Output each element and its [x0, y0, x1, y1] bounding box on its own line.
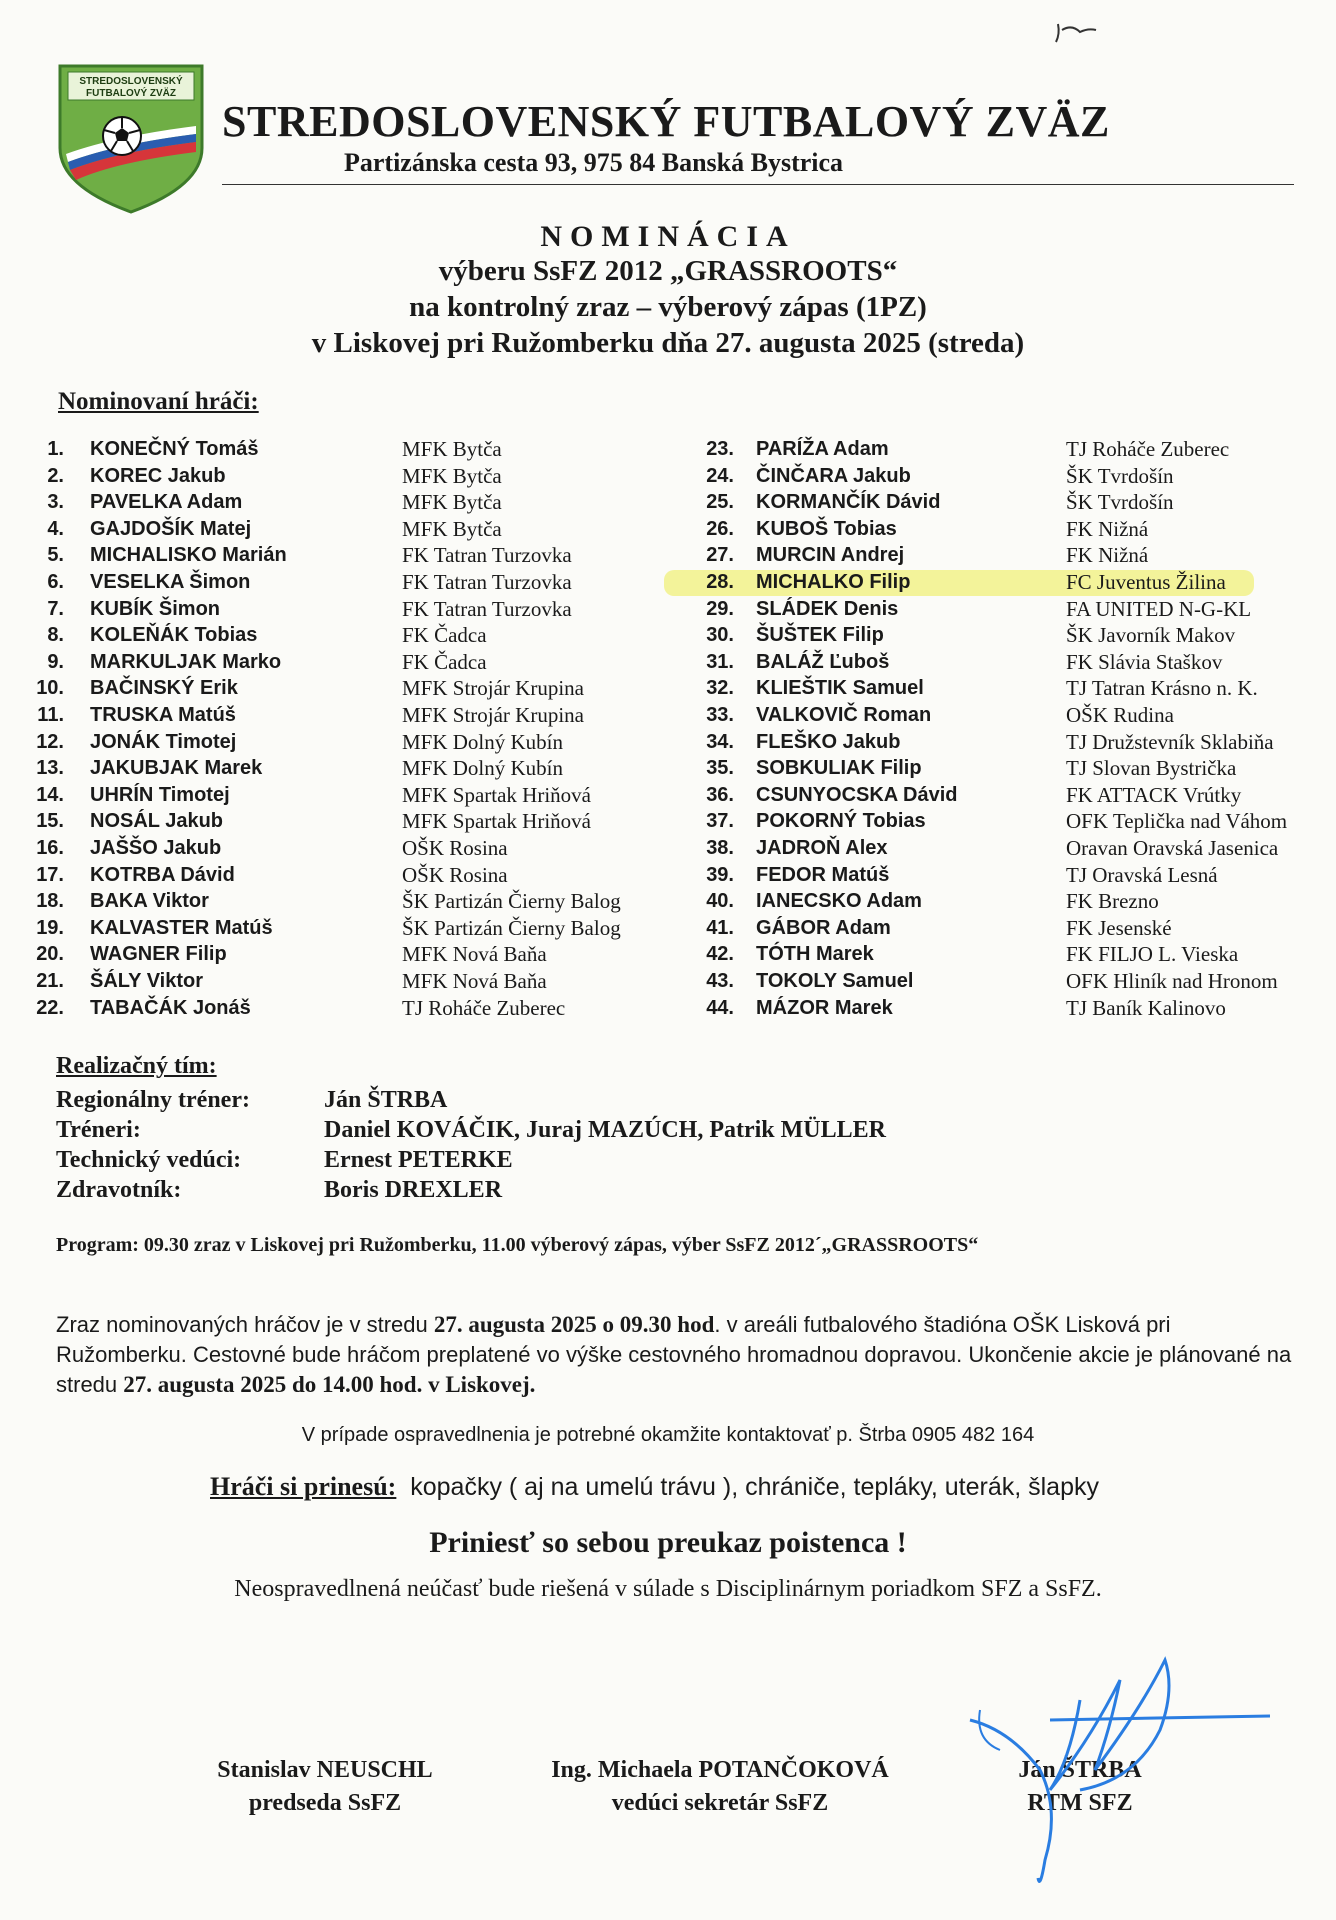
- player-row: [0, 941, 1336, 967]
- player-number: 15.: [36, 810, 64, 833]
- team-role: Tréneri:: [56, 1117, 141, 1143]
- player-club: OFK Teplička nad Váhom: [1066, 809, 1288, 834]
- player-number: 43.: [706, 970, 734, 992]
- gathering-text-2: . v areáli futbalového štadióna OŠK Lisková pri Ružomberku. Cestovné bude hráčom preplatené vo výške cestovného hromadnou dopravou. Ukončenie akcie je plánované na stredu: [56, 1312, 1292, 1397]
- player-number: 16.: [36, 837, 64, 859]
- player-name: BALÁŽ Ľuboš: [756, 650, 890, 673]
- player-name: KOLEŇÁK Tobias: [90, 624, 258, 647]
- player-number: 21.: [36, 970, 64, 992]
- player-club: FK Jesenské: [1066, 915, 1172, 940]
- player-club: TJ Oravská Lesná: [1066, 862, 1218, 887]
- player-name: JONÁK Timotej: [90, 730, 237, 753]
- player-name: KOTRBA Dávid: [90, 863, 235, 886]
- player-row: [0, 675, 1336, 701]
- player-club: TJ Tatran Krásno n. K.: [1066, 676, 1258, 701]
- player-club: MFK Dolný Kubín: [402, 729, 564, 754]
- player-row: [0, 782, 1336, 808]
- title-line-2: na kontrolný zraz – výberový zápas (1PZ): [409, 291, 927, 323]
- player-club: MFK Strojár Krupina: [402, 703, 584, 727]
- player-number: 23.: [706, 438, 734, 460]
- bring-list: kopačky ( aj na umelú trávu ), chrániče, tepláky, uterák, šlapky: [410, 1473, 1099, 1501]
- handwritten-signature: [920, 1620, 1280, 1900]
- player-number: 2.: [47, 464, 64, 487]
- player-name: MARKULJAK Marko: [90, 650, 282, 673]
- player-name: FLEŠKO Jakub: [756, 730, 901, 753]
- player-club: MFK Bytča: [402, 490, 502, 515]
- player-number: 38.: [706, 837, 734, 859]
- document-title: NOMINÁCIA: [540, 220, 796, 253]
- player-club: FK FILJO L. Vieska: [1066, 942, 1239, 967]
- player-number: 25.: [706, 491, 734, 514]
- org-name: STREDOSLOVENSKÝ FUTBALOVÝ ZVÄZ: [222, 97, 1110, 146]
- gathering-text-1: Zraz nominovaných hráčov je v stredu: [56, 1312, 434, 1337]
- player-club: FK Čadca: [402, 623, 487, 648]
- player-name: TÓTH Marek: [756, 943, 874, 966]
- player-club: FK Tatran Turzovka: [402, 596, 572, 621]
- player-row: [0, 702, 1336, 728]
- player-number: 8.: [47, 624, 64, 647]
- player-number: 20.: [36, 943, 64, 966]
- player-row: [0, 915, 1336, 941]
- player-name: FEDOR Matúš: [756, 863, 890, 886]
- player-row: [0, 489, 1336, 515]
- player-number: 40.: [706, 890, 734, 913]
- player-name: ŠUŠTEK Filip: [756, 624, 884, 647]
- player-club: FK ATTACK Vrútky: [1066, 782, 1242, 807]
- team-heading: Realizačný tím:: [56, 1053, 217, 1079]
- ssfz-logo: [56, 62, 206, 214]
- team-member-names: Ernest PETERKE: [324, 1147, 513, 1173]
- player-name: KALVASTER Matúš: [90, 916, 273, 939]
- player-row: [0, 888, 1336, 914]
- player-number: 6.: [47, 571, 64, 593]
- player-name: JAŠŠO Jakub: [90, 837, 222, 859]
- player-number: 10.: [36, 677, 64, 700]
- team-member-names: Daniel KOVÁČIK, Juraj MAZÚCH, Patrik MÜLLER: [324, 1117, 886, 1143]
- player-club: FK Čadca: [402, 649, 487, 674]
- player-name: MICHALKO Filip: [756, 571, 911, 593]
- player-club: ŠK Javorník Makov: [1066, 623, 1236, 648]
- player-club: MFK Bytča: [402, 516, 502, 541]
- player-number: 11.: [37, 704, 64, 726]
- player-name: IANECSKO Adam: [756, 890, 922, 913]
- player-row: [0, 596, 1336, 622]
- logo-text-bottom: FUTBALOVÝ ZVÄZ: [86, 88, 176, 99]
- handwritten-initials: [1050, 18, 1110, 48]
- player-number: 22.: [36, 996, 64, 1019]
- player-club: OŠK Rudina: [1066, 703, 1174, 727]
- player-number: 4.: [47, 517, 64, 540]
- player-club: FK Nižná: [1066, 543, 1149, 568]
- player-number: 19.: [36, 916, 64, 939]
- player-name: SLÁDEK Denis: [756, 597, 899, 620]
- gathering-date-2: 27. augusta 2025 do 14.00 hod. v Liskovej.: [123, 1372, 536, 1397]
- player-row: [0, 516, 1336, 542]
- player-number: 32.: [706, 677, 734, 700]
- player-name: WAGNER Filip: [90, 943, 227, 966]
- player-name: KUBOŠ Tobias: [756, 517, 897, 540]
- player-row: [0, 808, 1336, 834]
- player-row: [0, 542, 1336, 568]
- player-number: 26.: [706, 517, 734, 540]
- player-name: VESELKA Šimon: [90, 571, 251, 593]
- player-number: 1.: [47, 438, 64, 460]
- player-club: MFK Strojár Krupina: [402, 676, 584, 701]
- player-club: ŠK Partizán Čierny Balog: [402, 889, 621, 914]
- player-club: TJ Roháče Zuberec: [1066, 437, 1230, 461]
- player-name: KUBÍK Šimon: [90, 597, 220, 620]
- player-name: MURCIN Andrej: [756, 544, 905, 567]
- player-number: 17.: [36, 863, 64, 886]
- signature-block-president: [180, 1754, 470, 1820]
- player-number: 28.: [706, 571, 734, 593]
- team-role: Regionálny tréner:: [56, 1087, 250, 1113]
- signature-title: predseda SsFZ: [248, 1790, 402, 1816]
- player-club: Oravan Oravská Jasenica: [1066, 836, 1279, 860]
- player-name: TABAČÁK Jonáš: [90, 996, 251, 1019]
- signature-block-secretary: [520, 1754, 920, 1820]
- gathering-paragraph: [56, 1310, 1306, 1400]
- player-name: JAKUBJAK Marek: [90, 757, 263, 780]
- players-list: [0, 436, 1336, 1032]
- insurance-notice: Priniesť so sebou preukaz poistenca !: [429, 1526, 907, 1559]
- player-club: MFK Bytča: [402, 463, 502, 488]
- signature-name: Ing. Michaela POTANČOKOVÁ: [551, 1757, 889, 1783]
- player-club: MFK Dolný Kubín: [402, 756, 564, 781]
- title-line-1: výberu SsFZ 2012 „GRASSROOTS“: [438, 255, 898, 287]
- org-address: Partizánska cesta 93, 975 84 Banská Bystrica: [344, 148, 844, 177]
- player-name: PAVELKA Adam: [90, 491, 243, 514]
- player-number: 29.: [706, 597, 734, 620]
- player-club: FK Slávia Staškov: [1066, 649, 1223, 674]
- excuse-contact: V prípade ospravedlnenia je potrebné okamžite kontaktovať p. Štrba 0905 482 164: [301, 1424, 1035, 1446]
- player-name: MICHALISKO Marián: [90, 544, 287, 567]
- player-name: SOBKULIAK Filip: [756, 757, 922, 780]
- player-club: TJ Slovan Bystrička: [1066, 756, 1237, 781]
- player-number: 34.: [706, 730, 734, 753]
- player-club: MFK Nová Baňa: [402, 969, 547, 993]
- player-name: TOKOLY Samuel: [756, 970, 914, 992]
- player-name: KORMANČÍK Dávid: [756, 491, 941, 514]
- player-number: 14.: [36, 783, 64, 806]
- players-heading: Nominovaní hráči:: [58, 388, 259, 415]
- player-club: ŠK Partizán Čierny Balog: [402, 915, 621, 940]
- player-number: 39.: [706, 863, 734, 886]
- signature-title: RTM SFZ: [1027, 1790, 1133, 1816]
- player-row: [0, 835, 1336, 861]
- player-number: 18.: [36, 890, 64, 913]
- player-row: [0, 463, 1336, 489]
- player-name: TRUSKA Matúš: [90, 704, 236, 726]
- player-name: ŠÁLY Viktor: [90, 970, 204, 992]
- title-line-3: v Liskovej pri Ružomberku dňa 27. augusta 2025 (streda): [311, 327, 1025, 359]
- player-club: ŠK Tvrdošín: [1066, 490, 1174, 515]
- player-number: 3.: [47, 491, 64, 514]
- player-row: [0, 995, 1336, 1021]
- player-name: KLIEŠTIK Samuel: [756, 677, 924, 700]
- player-row: [0, 649, 1336, 675]
- player-club: TJ Baník Kalinovo: [1066, 995, 1226, 1020]
- player-number: 13.: [36, 757, 64, 780]
- player-name: JADROŇ Alex: [756, 837, 888, 859]
- player-number: 27.: [706, 544, 734, 567]
- player-number: 31.: [706, 650, 734, 673]
- team-member-names: Ján ŠTRBA: [324, 1087, 448, 1113]
- player-name: PARÍŽA Adam: [756, 438, 889, 460]
- player-row: [0, 569, 1336, 595]
- gathering-date-1: 27. augusta 2025 o 09.30 hod: [433, 1312, 715, 1337]
- player-number: 9.: [47, 650, 64, 673]
- player-name: UHRÍN Timotej: [90, 783, 230, 806]
- player-club: OFK Hliník nad Hronom: [1066, 969, 1278, 993]
- player-name: POKORNÝ Tobias: [756, 810, 926, 833]
- player-number: 33.: [706, 704, 734, 726]
- player-club: MFK Bytča: [402, 437, 502, 461]
- player-row: [0, 755, 1336, 781]
- discipline-notice: Neospravedlnená neúčasť bude riešená v súlade s Disciplinárnym poriadkom SFZ a SsFZ.: [234, 1576, 1102, 1602]
- player-club: MFK Nová Baňa: [402, 942, 547, 967]
- player-number: 44.: [706, 996, 734, 1019]
- player-name: NOSÁL Jakub: [90, 810, 223, 833]
- signature-name: Ján ŠTRBA: [1018, 1757, 1142, 1783]
- player-name: KOREC Jakub: [90, 464, 226, 487]
- player-club: FA UNITED N-G-KL: [1066, 596, 1252, 621]
- player-club: OŠK Rosina: [402, 862, 508, 887]
- player-club: FK Tatran Turzovka: [402, 570, 572, 594]
- player-name: CSUNYOCSKA Dávid: [756, 783, 958, 806]
- player-club: MFK Spartak Hriňová: [402, 809, 591, 834]
- player-number: 36.: [706, 783, 734, 806]
- player-row: [0, 622, 1336, 648]
- player-name: KONEČNÝ Tomáš: [90, 438, 259, 460]
- team-role: Technický vedúci:: [56, 1147, 242, 1173]
- player-number: 24.: [706, 464, 734, 487]
- player-row: [0, 729, 1336, 755]
- player-club: FK Nižná: [1066, 516, 1149, 541]
- player-number: 30.: [706, 624, 734, 647]
- player-number: 37.: [706, 810, 734, 833]
- player-name: ČINČARA Jakub: [756, 464, 911, 487]
- player-number: 41.: [706, 916, 734, 939]
- logo-text-top: STREDOSLOVENSKÝ: [79, 76, 183, 87]
- player-club: TJ Roháče Zuberec: [402, 995, 566, 1020]
- player-club: OŠK Rosina: [402, 836, 508, 860]
- player-name: MÁZOR Marek: [756, 996, 893, 1019]
- player-name: GAJDOŠÍK Matej: [90, 517, 252, 540]
- player-number: 5.: [47, 544, 64, 567]
- program-text: Program: 09.30 zraz v Liskovej pri Ružomberku, 11.00 výberový zápas, výber SsFZ 2012´„GRASSROOTS“: [56, 1234, 979, 1256]
- player-name: BAČINSKÝ Erik: [90, 677, 238, 700]
- header-divider: [222, 184, 1294, 185]
- team-role: Zdravotník:: [56, 1177, 182, 1203]
- player-name: VALKOVIČ Roman: [756, 704, 932, 726]
- player-row: [0, 436, 1336, 462]
- player-row: [0, 862, 1336, 888]
- player-club: FK Tatran Turzovka: [402, 543, 572, 568]
- bring-label: Hráči si prinesú:: [210, 1472, 397, 1501]
- player-club: ŠK Tvrdošín: [1066, 463, 1174, 488]
- team-member-names: Boris DREXLER: [324, 1177, 503, 1203]
- player-name: GÁBOR Adam: [756, 916, 891, 939]
- player-number: 42.: [706, 943, 734, 966]
- signature-title: vedúci sekretár SsFZ: [611, 1790, 829, 1816]
- player-club: TJ Družstevník Sklabiňa: [1066, 729, 1274, 754]
- player-name: BAKA Viktor: [90, 890, 209, 913]
- player-club: FC Juventus Žilina: [1066, 570, 1226, 594]
- player-club: FK Brezno: [1066, 889, 1159, 914]
- player-number: 12.: [36, 730, 64, 753]
- player-number: 7.: [47, 597, 64, 620]
- player-club: MFK Spartak Hriňová: [402, 782, 591, 807]
- bring-items: [210, 1472, 1099, 1502]
- player-number: 35.: [706, 757, 734, 780]
- signature-name: Stanislav NEUSCHL: [217, 1757, 433, 1783]
- player-row: [0, 968, 1336, 994]
